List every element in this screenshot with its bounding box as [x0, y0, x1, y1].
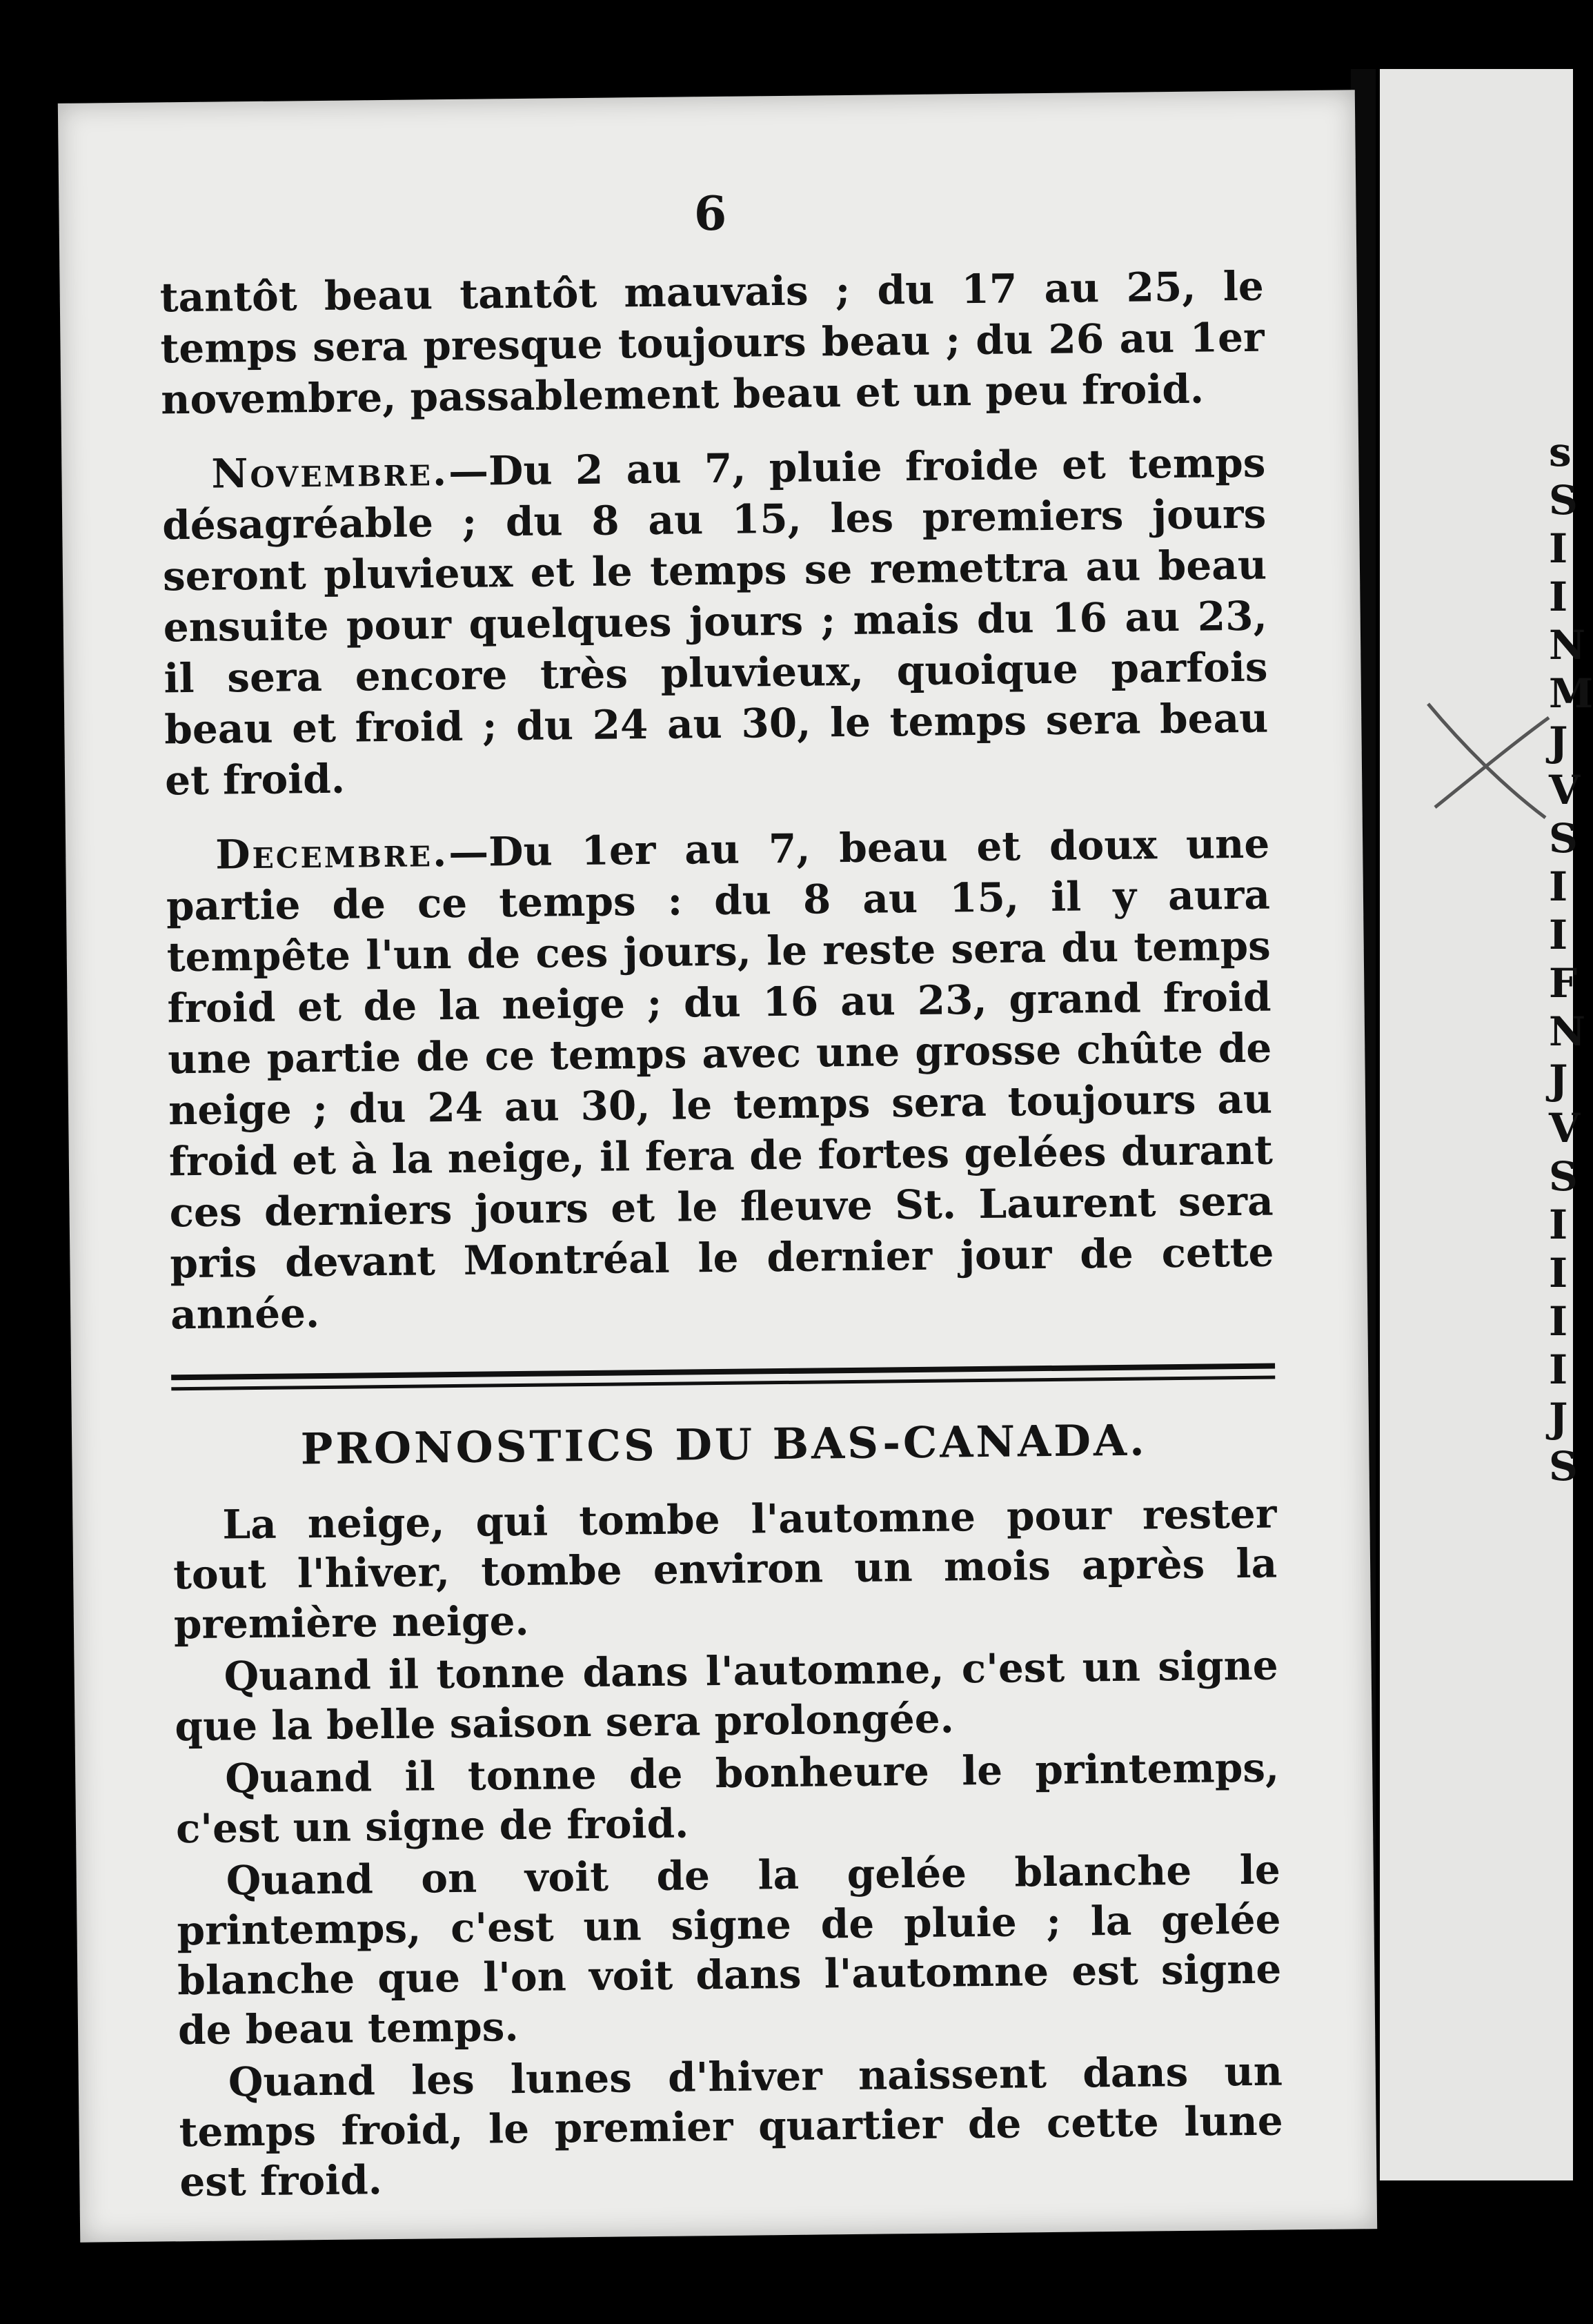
- facing-letter: N: [1549, 622, 1586, 669]
- facing-letter: I: [1549, 1201, 1568, 1248]
- page-number: 6: [693, 186, 729, 242]
- section-title: PRONOSTICS DU BAS-CANADA.: [300, 1415, 1147, 1475]
- month-name: Novembre.: [211, 448, 449, 498]
- facing-letter: M: [1549, 670, 1593, 717]
- facing-letter: N: [1549, 1008, 1586, 1055]
- pronostic-paragraph: Quand il tonne dans l'automne, c'est un signe que la belle saison sera prolongée.: [175, 1642, 1278, 1751]
- book-page: [58, 90, 1377, 2243]
- facing-letter: I: [1549, 1298, 1568, 1345]
- pencil-cross-mark: [1407, 690, 1559, 828]
- facing-letter: I: [1549, 1346, 1568, 1393]
- month-text: —Du 1er au 7, beau et doux une partie de ce temps : du 8 au 15, il y aura tempête l'un de ces jours, le reste sera du temps froid et de la neige ; du 16 au 23, grand froid une partie de ce temps avec une grosse chûte de neige ; du 24 au 30, le temps sera toujours au froid et à la neige, il fera de fortes gelées durant ces derniers jours et le fleuve St. Laurent sera pris devant Montréal le dernier jour de cette année.: [166, 820, 1274, 1339]
- facing-page: [1380, 69, 1573, 2180]
- pronostic-paragraph: La neige, qui tombe l'automne pour rester tout l'hiver, tombe environ un mois après la première neige.: [172, 1490, 1278, 1648]
- facing-letter: I: [1549, 573, 1568, 620]
- double-rule: [171, 1363, 1275, 1391]
- month-paragraph-novembre: [161, 437, 1269, 807]
- pronostic-paragraph: Quand les lunes d'hiver naissent dans un temps froid, le premier quartier de cette lune est froid.: [179, 2047, 1283, 2206]
- facing-letter: J: [1549, 718, 1568, 765]
- facing-letter: I: [1549, 912, 1568, 958]
- facing-letter: S: [1549, 1443, 1578, 1490]
- facing-letter: J: [1549, 1395, 1568, 1441]
- month-name: Decembre.: [215, 829, 449, 878]
- facing-letter: I: [1549, 863, 1568, 910]
- facing-letter: I: [1549, 525, 1568, 572]
- facing-letter: J: [1549, 1056, 1568, 1103]
- page-content: [159, 181, 1284, 2210]
- facing-letter: V: [1549, 767, 1581, 814]
- facing-letter: V: [1549, 1105, 1581, 1152]
- month-text: —Du 2 au 7, pluie froide et temps désagréable ; du 8 au 15, les premiers jours seront pluvieux et le temps se remettra au beau ensuite pour quelques jours ; mais du 16 au 23, il sera encore très pluvieux, quoique parfois beau et froid ; du 24 au 30, le temps sera beau et froid.: [161, 439, 1269, 805]
- facing-letter: S: [1549, 1153, 1578, 1200]
- pronostic-paragraph: Quand il tonne de bonheure le printemps, c'est un signe de froid.: [175, 1744, 1280, 1853]
- facing-letter: S: [1549, 477, 1578, 524]
- facing-letter: s: [1549, 429, 1572, 475]
- facing-letter: S: [1549, 815, 1578, 862]
- facing-letter: I: [1549, 1250, 1568, 1297]
- month-paragraph-decembre: [166, 818, 1275, 1341]
- intro-paragraph: tantôt beau tantôt mauvais ; du 17 au 25, le temps sera presque toujours beau ; du 26 au 1er novembre, passablement beau et un peu froid.: [159, 262, 1265, 424]
- pronostic-paragraph: Quand on voit de la gelée blanche le printemps, c'est un signe de pluie ; la gelée blanche que l'on voit dans l'automne est signe de beau temps.: [177, 1846, 1282, 2054]
- facing-page-letters: [1549, 428, 1593, 1490]
- facing-letter: F: [1549, 960, 1578, 1007]
